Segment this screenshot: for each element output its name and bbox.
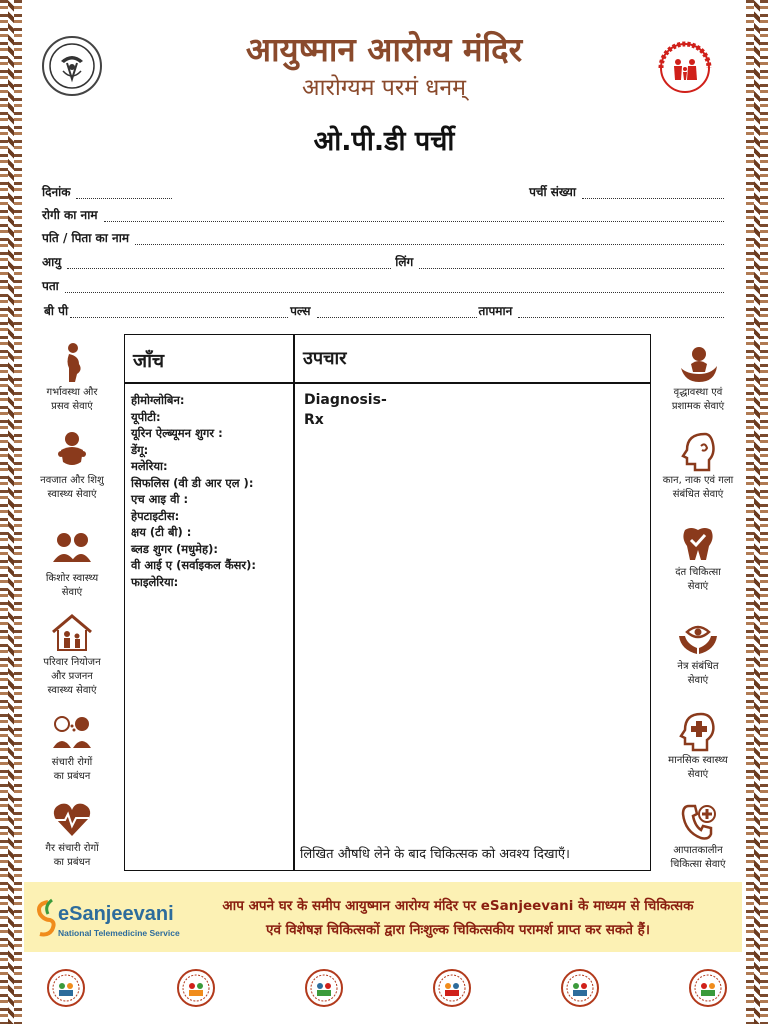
test-item: मलेरिया: bbox=[131, 459, 168, 473]
slip-number-field[interactable] bbox=[582, 185, 724, 199]
mental-health-icon bbox=[675, 710, 721, 752]
gender-label: लिंग bbox=[395, 255, 414, 269]
service-line: कान, नाक एवं गला bbox=[662, 475, 734, 486]
patient-name-row bbox=[42, 205, 724, 225]
banner-message bbox=[182, 894, 734, 942]
bp-field[interactable] bbox=[70, 304, 288, 318]
page-subtitle: आरोग्यम परमं धनम् bbox=[302, 75, 466, 101]
age-field[interactable] bbox=[67, 255, 391, 269]
service-line: का प्रबंधन bbox=[53, 771, 91, 782]
service-line: सेवाएं bbox=[61, 587, 83, 598]
seal-icon bbox=[46, 968, 86, 1008]
service-line: मानसिक स्वास्थ्य bbox=[668, 755, 728, 766]
test-item: सिफलिस (वी डी आर एल ): bbox=[131, 475, 254, 490]
service-line: संबंधित सेवाएं bbox=[672, 489, 724, 500]
date-label: दिनांक bbox=[42, 185, 71, 199]
test-item: फाइलेरिया: bbox=[131, 574, 179, 589]
temperature-label: तापमान bbox=[478, 304, 513, 318]
service-line: नवजात और शिशु bbox=[40, 475, 104, 486]
service-line: नेत्र संबंधित bbox=[677, 661, 719, 672]
service-adolescent bbox=[22, 528, 122, 600]
gender-field[interactable] bbox=[419, 255, 724, 269]
service-line: सेवाएं bbox=[687, 769, 709, 780]
guardian-field[interactable] bbox=[135, 231, 724, 245]
banner-line: आप अपने घर के समीप आयुष्मान आरोग्य मंदिर पर eSanjeevani के माध्यम से चिकित्सक bbox=[222, 898, 694, 914]
service-ent bbox=[648, 430, 748, 502]
guardian-row bbox=[42, 228, 724, 248]
seal-icon bbox=[688, 968, 728, 1008]
service-line: स्वास्थ्य सेवाएं bbox=[47, 489, 97, 500]
date-slip-row bbox=[42, 182, 724, 202]
address-row bbox=[42, 276, 724, 296]
esanjeevani-name: eSanjeevani bbox=[58, 903, 174, 925]
nhm-logo-icon bbox=[646, 36, 724, 100]
test-item: वी आई ए (सर्वाइकल कैंसर): bbox=[131, 558, 256, 572]
age-gender-row bbox=[42, 252, 724, 272]
service-elderly bbox=[648, 342, 748, 414]
esanjeevani-tagline: National Telemedicine Service bbox=[58, 928, 180, 938]
service-line: दंत चिकित्सा bbox=[675, 567, 721, 578]
service-line: चिकित्सा सेवाएं bbox=[670, 859, 726, 870]
pulse-field[interactable] bbox=[317, 304, 477, 318]
bp-label: बी पी bbox=[44, 304, 69, 318]
diagnosis-area[interactable] bbox=[304, 390, 387, 430]
temperature-field[interactable] bbox=[518, 304, 724, 318]
service-mental-health bbox=[648, 710, 748, 782]
test-item: हेपटाइटीस: bbox=[131, 508, 180, 523]
guardian-label: पति / पिता का नाम bbox=[42, 231, 129, 245]
tooth-icon bbox=[675, 522, 721, 564]
seal-icon bbox=[304, 968, 344, 1008]
right-decorative-border bbox=[746, 0, 768, 1024]
service-line: और प्रजनन bbox=[51, 671, 93, 682]
service-line: प्रसव सेवाएं bbox=[51, 401, 93, 412]
test-item: डेंगू: bbox=[131, 442, 149, 457]
test-item: एच आइ वी : bbox=[131, 492, 189, 506]
test-item: यूपीटी: bbox=[131, 409, 161, 424]
service-line: स्वास्थ्य सेवाएं bbox=[47, 685, 97, 696]
pregnant-woman-icon bbox=[49, 342, 95, 384]
state-emblem-icon bbox=[42, 36, 102, 96]
table-header-divider bbox=[124, 382, 651, 384]
service-line: आपातकालीन bbox=[673, 845, 723, 856]
form-title: ओ.पी.डी पर्ची bbox=[313, 126, 455, 157]
service-eye bbox=[648, 616, 748, 688]
patient-name-label: रोगी का नाम bbox=[42, 208, 98, 222]
slip-number-label: पर्ची संख्या bbox=[529, 185, 576, 199]
service-pregnancy bbox=[22, 342, 122, 414]
left-decorative-border bbox=[0, 0, 22, 1024]
seal-icon bbox=[560, 968, 600, 1008]
test-item: क्षय (टी बी) : bbox=[131, 525, 192, 539]
medicine-note: लिखित औषधि लेने के बाद चिकित्सक को अवश्य दिखाएँ। bbox=[300, 847, 570, 862]
service-line: किशोर स्वास्थ्य bbox=[45, 573, 99, 584]
service-newborn bbox=[22, 430, 122, 502]
service-family-planning bbox=[22, 612, 122, 698]
service-line: संचारी रोगों bbox=[51, 757, 93, 768]
coughing-person-icon bbox=[49, 712, 95, 754]
rx-label: Rx bbox=[304, 412, 324, 428]
tests-heading: जाँच bbox=[133, 350, 165, 372]
service-dental bbox=[648, 522, 748, 594]
vitals-row bbox=[44, 301, 724, 321]
service-line: परिवार नियोजन bbox=[43, 657, 101, 668]
service-line: सेवाएं bbox=[687, 675, 709, 686]
emergency-phone-icon bbox=[675, 800, 721, 842]
baby-icon bbox=[49, 430, 95, 472]
service-non-communicable bbox=[22, 798, 122, 870]
service-communicable bbox=[22, 712, 122, 784]
service-line: गर्भावस्था और bbox=[46, 387, 98, 398]
test-item: ब्लड शुगर (मधुमेह): bbox=[131, 541, 218, 556]
adolescents-icon bbox=[49, 528, 95, 570]
service-line: सेवाएं bbox=[687, 581, 709, 592]
family-house-icon bbox=[49, 612, 95, 654]
address-field[interactable] bbox=[65, 279, 724, 293]
seal-icon bbox=[176, 968, 216, 1008]
tests-list bbox=[131, 392, 291, 590]
service-line: प्रशामक सेवाएं bbox=[671, 401, 725, 412]
page-title: आयुष्मान आरोग्य मंदिर bbox=[245, 30, 523, 69]
heart-pulse-icon bbox=[49, 798, 95, 840]
service-emergency bbox=[648, 800, 748, 872]
test-item: यूरिन ऐल्ब्यूमन शुगर : bbox=[131, 426, 223, 440]
treatment-heading: उपचार bbox=[303, 348, 347, 369]
date-field[interactable] bbox=[76, 185, 172, 199]
pulse-label: पल्स bbox=[290, 304, 311, 318]
seal-icon bbox=[432, 968, 472, 1008]
service-line: गैर संचारी रोगों bbox=[45, 843, 99, 854]
address-label: पता bbox=[42, 279, 59, 293]
diagnosis-label: Diagnosis- bbox=[304, 392, 387, 408]
patient-name-field[interactable] bbox=[104, 208, 724, 222]
banner-line: एवं विशेषज्ञ चिकित्सकों द्वारा निःशुल्क चिकित्सकीय परामर्श प्राप्त कर सकते हैं। bbox=[266, 922, 650, 938]
age-label: आयु bbox=[42, 255, 62, 269]
table-column-divider bbox=[293, 334, 295, 871]
eye-hands-icon bbox=[675, 616, 721, 658]
service-line: का प्रबंधन bbox=[53, 857, 91, 868]
elderly-care-icon bbox=[675, 342, 721, 384]
test-item: हीमोग्लोबिन: bbox=[131, 393, 185, 407]
ent-head-icon bbox=[675, 430, 721, 472]
service-line: वृद्धावस्था एवं bbox=[673, 387, 723, 398]
